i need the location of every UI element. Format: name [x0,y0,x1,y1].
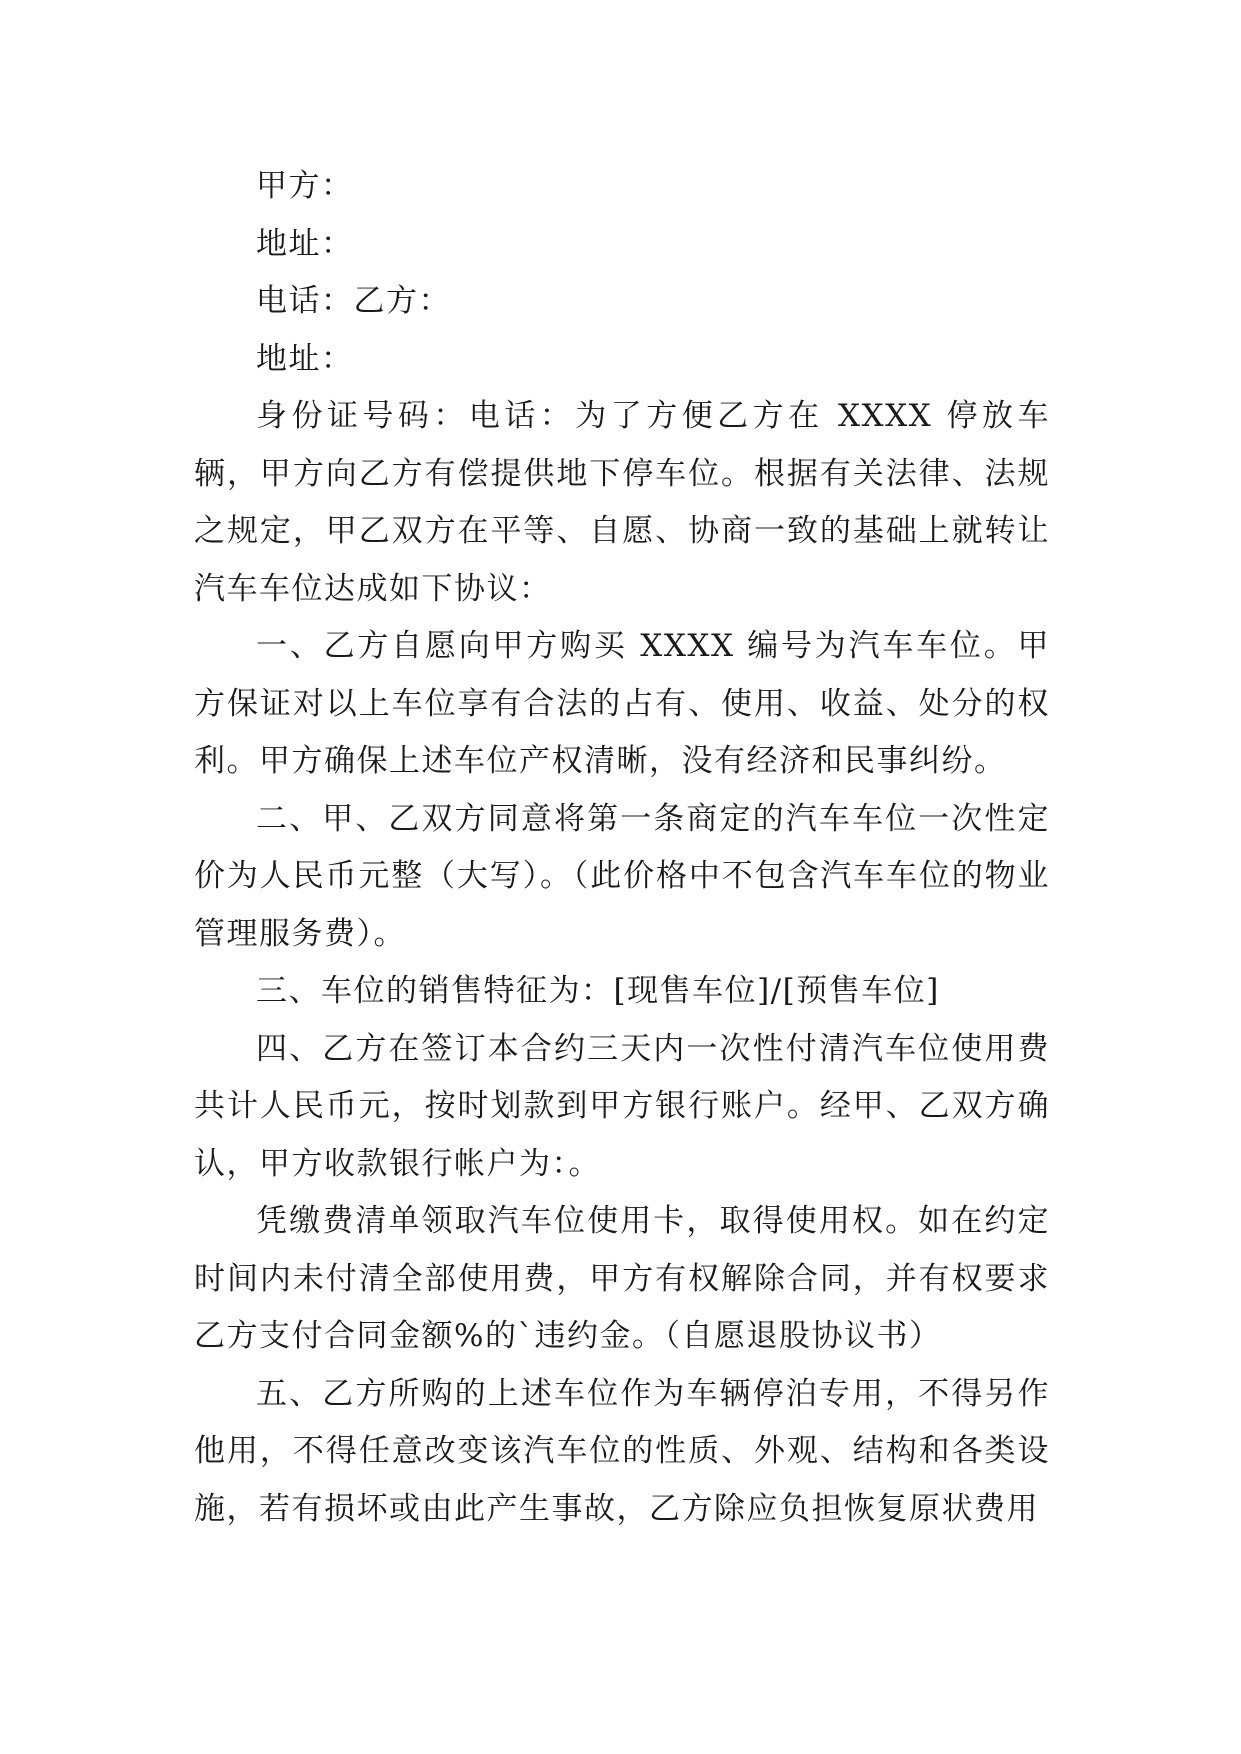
clause-2-paragraph: 二、甲、乙双方同意将第一条商定的汽车车位一次性定价为人民币元整（大写）。（此价格中不包含汽车车位的物业管理服务费）。 [194,800,1050,952]
payment-terms-paragraph: 凭缴费清单领取汽车位使用卡，取得使用权。如在约定时间内未付清全部使用费，甲方有权解除合同，并有权要求乙方支付合同金额%的`违约金。（自愿退股协议书） [194,1203,1050,1354]
party-a-address-line: 地址： [256,225,354,262]
clause-3-paragraph: 三、车位的销售特征为：[现售车位]/[预售车位] [256,973,940,1009]
clause-4-paragraph: 四、乙方在签订本合约三天内一次性付清汽车位使用费共计人民币元，按时划款到甲方银行账户。经甲、乙双方确认，甲方收款银行帐户为：。 [194,1030,1050,1182]
party-a-line: 甲方： [256,168,354,204]
phone-party-b-line: 电话：乙方： [256,283,451,319]
clause-5-paragraph: 五、乙方所购的上述车位作为车辆停泊专用，不得另作他用，不得任意改变该汽车位的性质、外观、结构和各类设施，若有损坏或由此产生事故，乙方除应负担恢复原状费用 [194,1375,1050,1527]
clause-1-paragraph: 一、乙方自愿向甲方购买 XXXX 编号为汽车车位。甲方保证对以上车位享有合法的占有、使用、收益、处分的权利。甲方确保上述车位产权清晰，没有经济和民事纠纷。 [194,628,1050,779]
preamble-paragraph: 身份证号码：电话：为了方便乙方在 XXXX 停放车辆，甲方向乙方有偿提供地下停车位。根据有关法律、法规之规定，甲乙双方在平等、自愿、协商一致的基础上就转让汽车车位达成如下协议： [194,398,1050,607]
document-body [194,158,1050,1538]
party-b-address-line: 地址： [256,340,354,377]
